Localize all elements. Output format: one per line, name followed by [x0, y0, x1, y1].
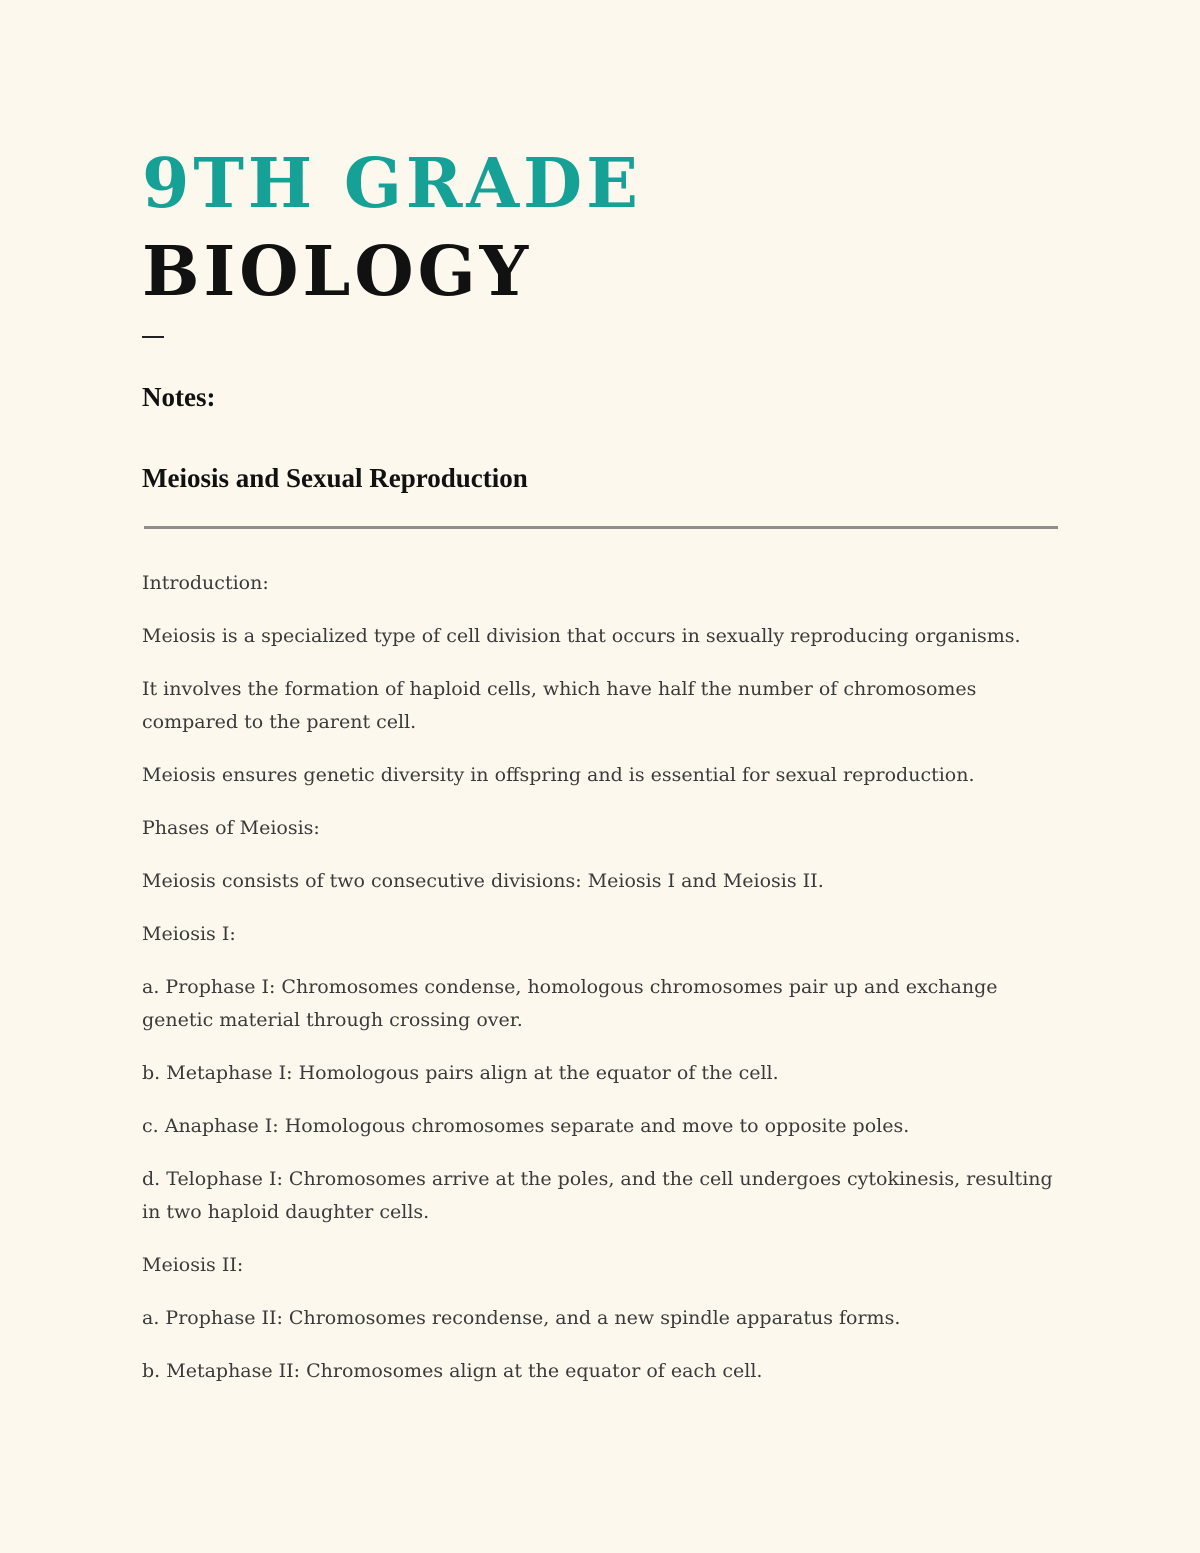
paragraph: a. Prophase II: Chromosomes recondense, and a new spindle apparatus forms.	[142, 1307, 901, 1329]
title-subject: BIOLOGY	[142, 232, 533, 312]
paragraph: Meiosis ensures genetic diversity in offspring and is essential for sexual reproduction.	[142, 764, 975, 786]
notes-label: Notes:	[142, 382, 216, 412]
topic-heading: Meiosis and Sexual Reproduction	[142, 463, 528, 493]
title-grade: 9TH GRADE	[142, 144, 642, 224]
paragraph: d. Telophase I: Chromosomes arrive at the poles, and the cell undergoes cytokinesis, resulting in two haploid daughter cells.	[142, 1168, 1053, 1223]
paragraph: Phases of Meiosis:	[142, 817, 320, 839]
paragraph: Meiosis I:	[142, 923, 236, 945]
paragraph: Meiosis consists of two consecutive divisions: Meiosis I and Meiosis II.	[142, 870, 824, 892]
paragraph: b. Metaphase II: Chromosomes align at the equator of each cell.	[142, 1360, 763, 1382]
paragraph: b. Metaphase I: Homologous pairs align at the equator of the cell.	[142, 1062, 779, 1084]
paragraph: Introduction:	[142, 572, 269, 594]
paragraph: c. Anaphase I: Homologous chromosomes separate and move to opposite poles.	[142, 1115, 910, 1137]
paragraph: Meiosis II:	[142, 1254, 244, 1276]
horizontal-rule	[144, 526, 1058, 529]
paragraph: Meiosis is a specialized type of cell division that occurs in sexually reproducing organisms.	[142, 625, 1021, 647]
paragraph: a. Prophase I: Chromosomes condense, homologous chromosomes pair up and exchange genetic material through crossing over.	[142, 976, 998, 1031]
notes-body	[142, 567, 1058, 1408]
paragraph: It involves the formation of haploid cells, which have half the number of chromosomes compared to the parent cell.	[142, 678, 977, 733]
title-dash-divider	[142, 336, 164, 338]
